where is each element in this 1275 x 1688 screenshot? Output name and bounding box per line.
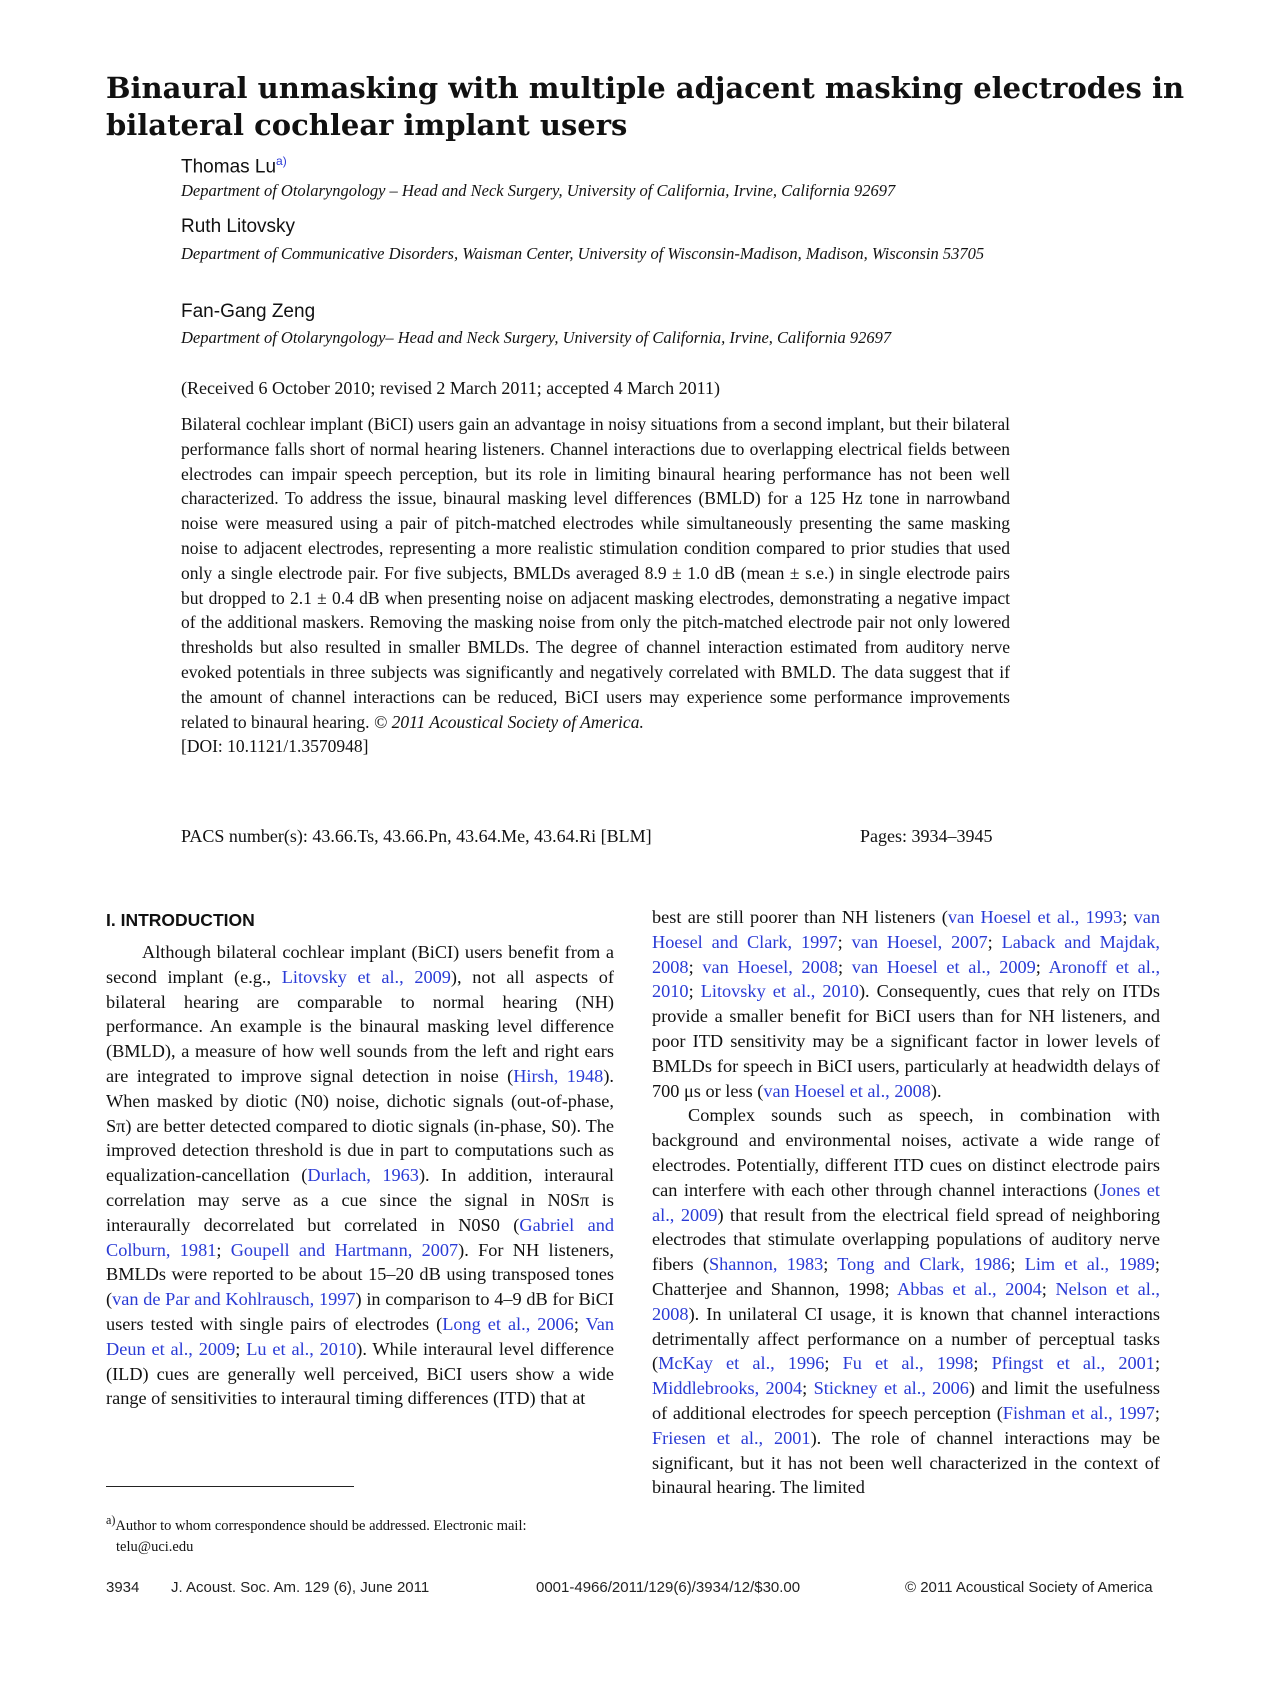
body-text: ; (1035, 956, 1049, 977)
author-name-1: Thomas Lu$^{a)}$ (181, 154, 287, 178)
body-text: ). While interaural level difference (ILD) cues are generally well perceived, BiCI users show a wide range of sensitivities to interaural timing differences (ITD) that at (106, 1338, 615, 1409)
citation-link[interactable]: Durlach, 1963 (307, 1165, 419, 1186)
pacs-numbers: PACS number(s): 43.66.Ts, 43.66.Pn, 43.64.Me, 43.64.Ri [BLM] (181, 826, 652, 846)
body-text: ; (573, 1313, 586, 1334)
citation-link[interactable]: Hirsh, 1948 (513, 1065, 604, 1086)
body-text: ; (973, 1353, 992, 1374)
body-text: ; (802, 1378, 814, 1399)
body-text: ; (1010, 1254, 1025, 1275)
citation-link[interactable]: Lu et al., 2010 (246, 1338, 357, 1359)
citation-link[interactable]: Pfingst et al., 2001 (991, 1353, 1155, 1374)
body-text: best are still poorer than NH listeners ( (652, 907, 948, 927)
abstract-doi: [DOI: 10.1121/1.3570948] (181, 736, 369, 757)
citation-link[interactable]: Tong and Clark, 1986 (837, 1254, 1011, 1275)
citation-link[interactable]: Litovsky et al., 2010 (700, 981, 859, 1002)
body-text: ) and limit the usefulness of additional electrodes for speech perception ( (652, 1378, 1160, 1423)
citation-link[interactable]: Lim et al., 1989 (1024, 1254, 1155, 1275)
citation-link[interactable]: Friesen et al., 2001 (652, 1427, 811, 1448)
body-text: ; Chatterjee and Shannon, 1998; (652, 1254, 1160, 1299)
footnote-email[interactable]: telu@uci.edu (116, 1538, 194, 1555)
received-dates: (Received 6 October 2010; revised 2 March 2011; accepted 4 March 2011) (181, 378, 720, 398)
body-text: ; (688, 956, 703, 977)
body-text: ; (1041, 1278, 1056, 1299)
citation-link[interactable]: McKay et al., 1996 (658, 1353, 825, 1374)
citation-link[interactable]: van Hoesel et al., 2008 (763, 1080, 931, 1101)
citation-link[interactable]: Middlebrooks, 2004 (652, 1378, 803, 1399)
body-text: ) that result from the electrical field spread of neighboring electrodes that stimulate overlapping populations of auditory nerve fibers ( (652, 1204, 1160, 1275)
body-text: ). In unilateral CI usage, it is known that channel interactions detrimentally affect performance on a number of perceptual tasks ( (652, 1303, 1160, 1374)
footnote-divider (106, 1486, 354, 1487)
citation-link[interactable]: van de Par and Kohlrausch, 1997 (112, 1289, 356, 1310)
author-affiliation-3: Department of Otolaryngology– Head and Neck Surgery, University of California, Irvine, California 92697 (181, 328, 892, 347)
footnote: $^{a)}$Author to whom correspondence should be addressed. Electronic mail: telu@uci.edu (106, 1510, 614, 1558)
body-text: ; (838, 956, 852, 977)
body-text: ). The role of channel interactions may be significant, but it has not been well characterized in the context of binaural hearing. The limited (652, 1427, 1160, 1498)
footer-copyright: © 2011 Acoustical Society of America (905, 1579, 1153, 1596)
body-text: ) in comparison to 4–9 dB for BiCI users tested with single pairs of electrodes ( (106, 1289, 614, 1334)
body-text: ; (823, 1254, 838, 1275)
citation-link[interactable]: Nelson et al., 2008 (652, 1278, 1160, 1324)
citation-link[interactable]: Van Deun et al., 2009 (106, 1313, 614, 1359)
intro-paragraph-1-continued (652, 905, 1160, 1103)
author-affiliation-2: Department of Communicative Disorders, Waisman Center, University of Wisconsin-Madison, Madison, Wisconsin 53705 (181, 244, 985, 263)
body-text: Complex sounds such as speech, in combination with background and environmental noises, activate a wide range of electrodes. Potentially, different ITD cues on distinct electrode pairs can interfere with each other through channel interactions ( (652, 1105, 1160, 1200)
citation-link[interactable]: van Hoesel and Clark, 1997 (652, 907, 1160, 952)
abstract (181, 412, 1010, 759)
body-text: ). (930, 1080, 942, 1101)
body-text: ). Consequently, cues that rely on ITDs provide a smaller benefit for BiCI users than for NH listeners, and poor ITD sensitivity may be a significant factor in lower levels of BMLDs for speech in BiCI users, particularly at headwidth delays of 700 μs or less ( (652, 981, 1161, 1101)
citation-link[interactable]: van Hoesel et al., 2009 (851, 956, 1036, 977)
body-text: ; (824, 1353, 843, 1374)
body-text: ; (837, 931, 852, 952)
paper-title: Binaural unmasking with multiple adjacent masking electrodes in bilateral cochlear implant users (106, 71, 1185, 142)
citation-link[interactable]: Long et al., 2006 (442, 1313, 574, 1334)
footer-page-number: 3934 (106, 1579, 140, 1596)
citation-link[interactable]: Abbas et al., 2004 (897, 1278, 1042, 1299)
footer-journal: J. Acoust. Soc. Am. 129 (6), June 2011 (171, 1579, 430, 1596)
citation-link[interactable]: van Hoesel et al., 1993 (947, 907, 1123, 927)
section-heading: I. INTRODUCTION (106, 910, 255, 930)
citation-link[interactable]: Gabriel and Colburn, 1981 (106, 1214, 614, 1260)
body-text: ). When masked by diotic (N0) noise, dichotic signals (out-of-phase, Sπ) are better detected compared to diotic signals (in-phase, S0). The improved detection threshold is due in part to computations such as equalization-cancellation ( (106, 1065, 614, 1186)
citation-link[interactable]: van Hoesel, 2008 (702, 956, 839, 977)
author-footnote-mark[interactable]: a) (276, 154, 287, 168)
citation-link[interactable]: Jones et al., 2009 (652, 1179, 1160, 1225)
intro-paragraph-1 (106, 940, 614, 1411)
citation-link[interactable]: Fishman et al., 1997 (1002, 1402, 1155, 1423)
footer-article-code: 0001-4966/2011/129(6)/3934/12/$30.00 (536, 1579, 801, 1596)
body-text: ). In addition, interaural correlation may serve as a cue since the signal in N0Sπ is interaurally decorrelated but correlated in N0S0 ( (106, 1165, 614, 1235)
abstract-text: Bilateral cochlear implant (BiCI) users gain an advantage in noisy situations from a second implant, but their bilateral performance falls short of normal hearing listeners. Channel interactions due to overlapping electrical fields between electrodes can impair speech perception, but its role in limiting binaural hearing performance has not been well characterized. To address the issue, binaural masking level differences (BMLD) for a 125 Hz tone in narrowband noise were measured using a pair of pitch-matched electrodes while simultaneously presenting the same masking noise to adjacent electrodes, representing a more realistic stimulation condition compared to prior studies that used only a single electrode pair. For five subjects, BMLDs averaged 8.9 ± 1.0 dB (mean ± s.e.) in single electrode pairs but dropped to 2.1 ± 0.4 dB when presenting noise on adjacent masking electrodes, demonstrating a negative impact of the additional maskers. Removing the masking noise from only the pitch-matched electrode pair not only lowered thresholds but also resulted in smaller BMLDs. The degree of channel interaction estimated from auditory nerve evoked potentials in three subjects was significantly and negatively correlated with BMLD. The data suggest that if the amount of channel interactions can be reduced, BiCI users may experience some performance improvements related to binaural hearing. (181, 414, 1010, 732)
author-affiliation-1: Department of Otolaryngology – Head and Neck Surgery, University of California, Irvine, California 92697 (181, 181, 896, 200)
body-text: ), not all aspects of bilateral hearing are comparable to normal hearing (NH) performance. An example is the binaural masking level difference (BMLD), a measure of how well sounds from the left and right ears are integrated to improve signal detection in noise ( (106, 966, 614, 1086)
abstract-copyright: © 2011 Acoustical Society of America. (373, 711, 644, 732)
author-name-3: Fan-Gang Zeng (181, 301, 316, 322)
body-text: ; (1122, 907, 1134, 927)
citation-link[interactable]: van Hoesel, 2007 (851, 931, 988, 952)
citation-link[interactable]: Aronoff et al., 2010 (652, 956, 1161, 1002)
intro-paragraph-2 (652, 1103, 1160, 1500)
citation-link[interactable]: Goupell and Hartmann, 2007 (230, 1239, 459, 1260)
author-name-2: Ruth Litovsky (181, 216, 296, 237)
page-range: Pages: 3934–3945 (860, 826, 993, 846)
body-text: ; (235, 1338, 247, 1359)
right-column (652, 905, 1160, 1500)
citation-link[interactable]: Fu et al., 1998 (842, 1353, 974, 1374)
body-text: ; (216, 1239, 231, 1260)
body-text: Although bilateral cochlear implant (BiCI) users benefit from a second implant (e.g., (106, 942, 614, 987)
citation-link[interactable]: Shannon, 1983 (708, 1254, 824, 1275)
body-text: ; (987, 931, 1002, 952)
citation-link[interactable]: Laback and Majdak, 2008 (652, 931, 1161, 977)
body-text: ; (1154, 1402, 1160, 1423)
citation-link[interactable]: Litovsky et al., 2009 (281, 966, 451, 987)
citation-link[interactable]: Stickney et al., 2006 (813, 1378, 969, 1399)
body-text: ). For NH listeners, BMLDs were reported to be about 15–20 dB using transposed tones ( (106, 1239, 614, 1310)
body-text: ; (1154, 1353, 1161, 1374)
left-column (106, 940, 614, 1411)
body-text: ; (688, 981, 701, 1002)
